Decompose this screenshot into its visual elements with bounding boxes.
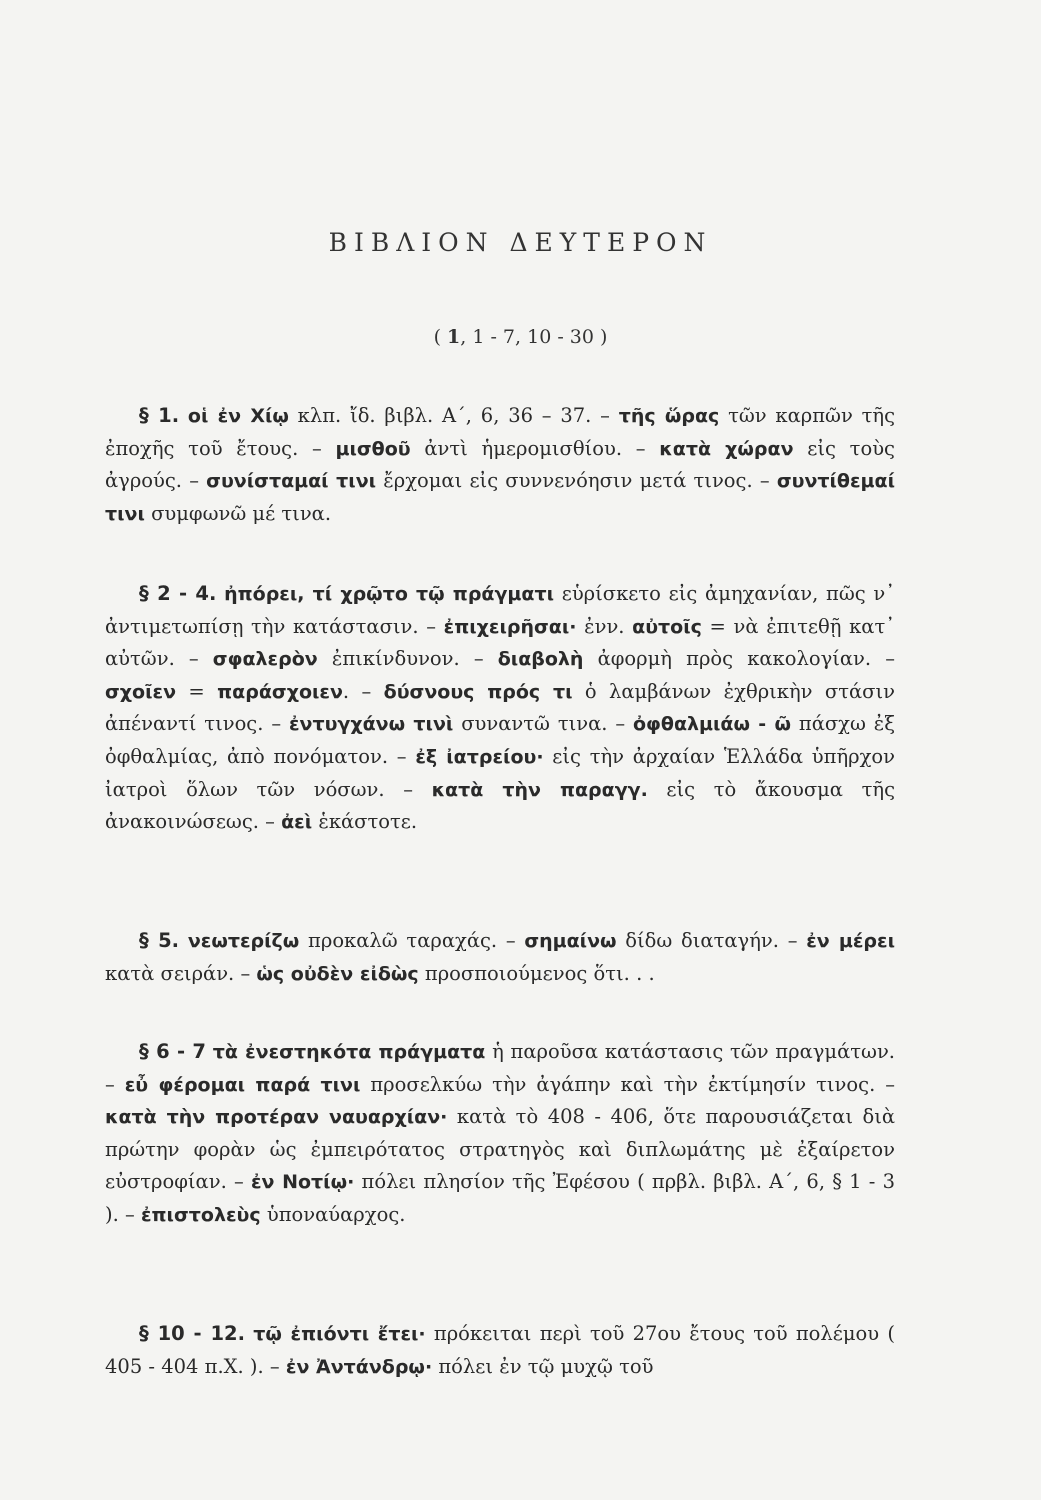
headword: ἐντυγχάνω τινὶ	[288, 713, 454, 736]
paragraph-text	[105, 578, 895, 839]
commentary-paragraph-3	[105, 925, 895, 990]
gloss-text: =	[176, 679, 218, 703]
book-title: ΒΙΒΛΙΟΝ ΔΕΥΤΕΡΟΝ	[328, 228, 713, 257]
gloss-text: κλπ. ἴδ. βιβλ. Α΄, 6, 36 – 37. –	[288, 404, 619, 427]
headword: σφαλερὸν	[212, 648, 318, 671]
headword: τὰ ἐνεστηκότα πράγματα	[212, 1041, 486, 1063]
headword: κατὰ τὴν προτέραν ναυαρχίαν·	[105, 1106, 448, 1129]
gloss-text: εἰς τὸ ἄκουσμα τῆς ἀνακοινώσεως. –	[105, 777, 895, 834]
gloss-text: ἡ παροῦσα κατάστασις τῶν πραγμάτων. –	[105, 1040, 895, 1096]
headword: δύσνους πρός τι	[383, 680, 573, 703]
paragraph-text	[105, 925, 895, 990]
commentary-paragraph-2	[105, 578, 895, 839]
gloss-text: πάσχω ἐξ ὀφθαλμίας, ἀπὸ πονόματον. –	[105, 712, 895, 768]
gloss-text: πόλει πλησίον τῆς Ἐφέσου ( πρβλ. βιβλ. Α΄, 6, § 1 - 3 ). –	[105, 1170, 895, 1226]
section-number: § 10 - 12.	[139, 1322, 246, 1345]
headword: μισθοῦ	[335, 437, 411, 460]
headword: συνίσταμαί τινι	[206, 470, 377, 493]
section-number: § 5.	[139, 929, 180, 952]
commentary-paragraph-1	[105, 400, 895, 530]
gloss-text: ἐπικίνδυνον. –	[317, 647, 498, 671]
headword: ὀφθαλμιάω - ῶ	[633, 713, 791, 736]
commentary-paragraph-4	[105, 1036, 895, 1232]
range-chapter: 1	[447, 326, 461, 348]
gloss-text: τῶν καρπῶν τῆς ἐποχῆς τοῦ ἔτους. –	[105, 404, 895, 460]
headword: τῆς ὥρας	[618, 405, 720, 427]
gloss-text: προσποιούμενος ὅτι. . .	[418, 961, 655, 985]
gloss-text: εὑρίσκετο εἰς ἀμηχανίαν, πῶς ν᾽ ἀντιμετωπίσῃ τὴν κατάστασιν. –	[105, 582, 895, 638]
range-rest: , 1 - 7, 10 - 30 )	[460, 326, 608, 348]
paragraph-text	[105, 1036, 895, 1232]
headword: ἀεὶ	[281, 811, 313, 834]
headword: ἐπιστολεὺς	[140, 1203, 261, 1226]
paragraph-text	[105, 1318, 895, 1383]
commentary-paragraph-5	[105, 1318, 895, 1383]
headword: ἐν Ἀντάνδρῳ·	[285, 1355, 433, 1378]
chapter-range	[0, 326, 1041, 348]
gloss-text: εἰς τὴν ἀρχαίαν Ἑλλάδα ὑπῆρχον ἰατροὶ ὅλων τῶν νόσων. –	[105, 744, 895, 801]
headword: ὡς οὐδὲν εἰδὼς	[256, 962, 419, 985]
range-open: (	[433, 326, 448, 348]
gloss-text: ἔρχομαι εἰς συννενόησιν μετά τινος. –	[376, 469, 777, 493]
gloss-text: ὁ λαμβάνων ἐχθρικὴν στάσιν ἀπέναντί τινος. –	[105, 679, 895, 736]
gloss-text: προκαλῶ ταραχάς. –	[299, 929, 525, 952]
headword: αὐτοῖς	[632, 615, 702, 638]
headword: παράσχοιεν	[217, 680, 343, 703]
headword: νεωτερίζω	[187, 930, 300, 952]
gloss-text: = νὰ ἐπιτεθῇ κατ᾽ αὐτῶν. –	[105, 614, 895, 671]
headword: τῷ ἐπιόντι ἔτει·	[253, 1323, 426, 1345]
gloss-text: δίδω διαταγήν. –	[616, 929, 807, 952]
headword: κατὰ τὴν παραγγ.	[431, 778, 648, 801]
gloss-text: πρόκειται περὶ τοῦ 27ου ἔτους τοῦ πολέμου ( 405 - 404 π.Χ. ). –	[105, 1322, 895, 1378]
headword: ἠπόρει, τί χρῷτο τῷ πράγματι	[224, 583, 554, 605]
gloss-text: . –	[342, 679, 384, 703]
gloss-text: πόλει ἐν τῷ μυχῷ τοῦ	[432, 1354, 654, 1378]
gloss-text: ὑποναύαρχος.	[260, 1202, 406, 1226]
headword: σημαίνω	[524, 930, 617, 952]
paragraph-text	[105, 400, 895, 530]
gloss-text: κατὰ τὸ 408 - 406, ὅτε παρουσιάζεται διὰ πρώτην φορὰν ὡς ἐμπειρότατος στρατηγὸς καὶ διπλωμάτης μὲ ἐξαίρετον εὐστροφίαν. –	[105, 1105, 896, 1194]
section-number: § 2 - 4.	[139, 582, 217, 605]
section-number: § 6 - 7	[139, 1040, 206, 1063]
gloss-text: ἑκάστοτε.	[312, 810, 418, 834]
gloss-text: κατὰ σειράν. –	[105, 961, 257, 985]
headword: οἱ ἐν Χίῳ	[187, 405, 289, 427]
gloss-text: ἀφορμὴ πρὸς κακολογίαν. –	[583, 647, 895, 671]
gloss-text: εἰς τοὺς ἀγρούς. –	[105, 436, 895, 493]
headword: ἐξ ἰατρείου·	[415, 745, 544, 768]
headword: συντίθεμαί τινι	[105, 470, 895, 525]
gloss-text: συναντῶ τινα. –	[453, 712, 633, 736]
headword: εὖ φέρομαι παρά τινι	[124, 1073, 361, 1096]
headword: σχοῖεν	[105, 680, 177, 703]
headword: ἐν μέρει	[806, 930, 895, 952]
headword: διαβολὴ	[497, 648, 584, 671]
gloss-text: ἐνν.	[576, 614, 633, 638]
section-number: § 1.	[139, 404, 180, 427]
gloss-text: ἀντὶ ἡμερομισθίου. –	[410, 436, 660, 460]
headword: κατὰ χώραν	[659, 437, 794, 460]
headword: ἐν Νοτίῳ·	[250, 1171, 355, 1194]
gloss-text: προσελκύω τὴν ἀγάπην καὶ τὴν ἐκτίμησίν τινος. –	[360, 1072, 895, 1096]
headword: ἐπιχειρῆσαι·	[443, 615, 577, 638]
gloss-text: συμφωνῶ μέ τινα.	[144, 501, 332, 525]
